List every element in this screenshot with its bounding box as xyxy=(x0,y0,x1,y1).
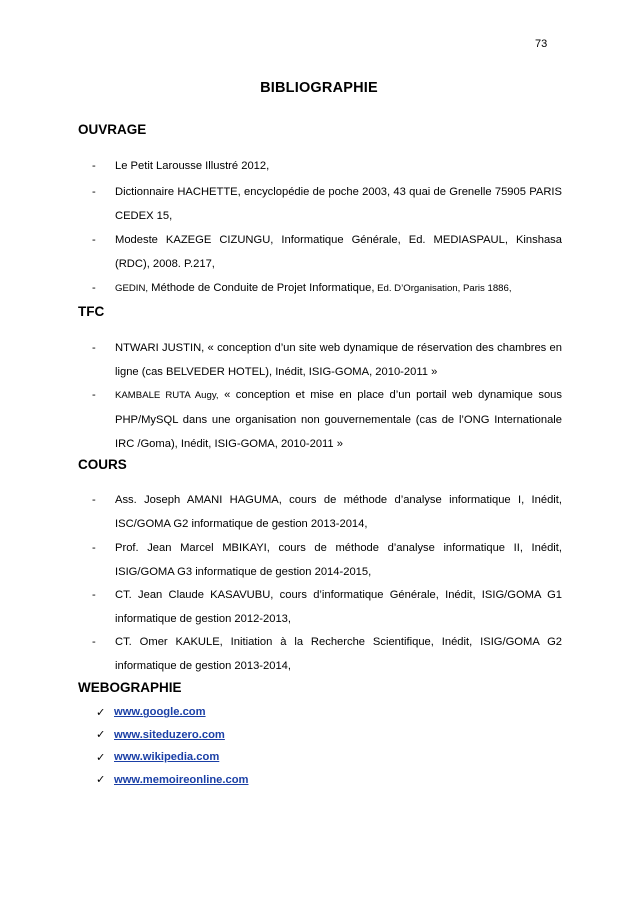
section-heading-tfc: TFC xyxy=(78,304,105,319)
list-dash: - xyxy=(92,342,96,354)
list-item xyxy=(92,488,562,536)
weblink-google[interactable]: www.google.com xyxy=(114,706,206,719)
section-heading-cours: COURS xyxy=(78,457,127,472)
author-text: GEDIN, xyxy=(115,283,149,294)
weblink-list xyxy=(96,701,249,791)
list-item xyxy=(92,583,562,631)
weblink-memoireonline[interactable]: www.memoireonline.com xyxy=(114,773,249,786)
list-item-text xyxy=(115,276,562,301)
list-dash: - xyxy=(92,160,96,172)
weblink-wikipedia[interactable]: www.wikipedia.com xyxy=(114,751,220,764)
checkmark-icon: ✓ xyxy=(96,729,106,742)
list-item-text: NTWARI JUSTIN, « conception d’un site web dynamique de réservation des chambres en ligne (cas BELVEDER HOTEL), Inédit, ISIG-GOMA, 2010-2011 » xyxy=(115,342,562,378)
list-item-text: Prof. Jean Marcel MBIKAYI, cours de méthode d’analyse informatique II, Inédit, ISIG/GOMA G3 informatique de gestion 2014-2015, xyxy=(115,542,562,578)
list-item-text: Le Petit Larousse Illustré 2012, xyxy=(115,160,270,172)
list-item xyxy=(92,276,562,301)
weblink-item xyxy=(96,724,249,747)
list-item xyxy=(92,383,562,456)
weblink-siteduzero[interactable]: www.siteduzero.com xyxy=(114,728,225,741)
list-dash: - xyxy=(92,389,96,401)
section-heading-ouvrage: OUVRAGE xyxy=(78,122,147,137)
list-item-text: CT. Jean Claude KASAVUBU, cours d’informatique Générale, Inédit, ISIG/GOMA G1 informatique de gestion 2012-2013, xyxy=(115,589,562,625)
author-text: KAMBALE RUTA Augy, xyxy=(115,390,219,401)
page-number: 73 xyxy=(535,38,548,50)
weblink-item xyxy=(96,746,249,769)
checkmark-icon: ✓ xyxy=(96,706,106,719)
list-item-text: Modeste KAZEGE CIZUNGU, Informatique Générale, Ed. MEDIASPAUL, Kinshasa (RDC), 2008. P.217, xyxy=(115,234,562,270)
page-title: BIBLIOGRAPHIE xyxy=(260,80,378,96)
list-item-text xyxy=(115,383,562,456)
weblink-item xyxy=(96,701,249,724)
list-item xyxy=(92,630,562,678)
list-item-text: Dictionnaire HACHETTE, encyclopédie de poche 2003, 43 quai de Grenelle 75905 PARIS CEDEX 15, xyxy=(115,186,562,222)
list-item xyxy=(92,228,562,276)
list-dash: - xyxy=(92,234,96,246)
list-dash: - xyxy=(92,282,96,294)
list-dash: - xyxy=(92,589,96,601)
list-item-text: CT. Omer KAKULE, Initiation à la Recherche Scientifique, Inédit, ISIG/GOMA G2 informatique de gestion 2013-2014, xyxy=(115,636,562,672)
list-dash: - xyxy=(92,542,96,554)
list-item xyxy=(92,180,562,228)
list-dash: - xyxy=(92,636,96,648)
checkmark-icon: ✓ xyxy=(96,774,106,787)
list-item xyxy=(92,154,562,178)
list-item xyxy=(92,536,562,584)
work-title: Méthode de Conduite de Projet Informatique, xyxy=(148,282,375,294)
list-item-text: Ass. Joseph AMANI HAGUMA, cours de méthode d’analyse informatique I, Inédit, ISC/GOMA G2 informatique de gestion 2013-2014, xyxy=(115,494,562,530)
list-dash: - xyxy=(92,494,96,506)
section-heading-webographie: WEBOGRAPHIE xyxy=(78,680,182,695)
work-title: « conception et mise en place d’un portail web dynamique sous PHP/MySQL dans une organisation non gouvernementale (cas de l’ONG Internationale IRC /Goma), Inédit, ISIG-GOMA, 2010-2011 » xyxy=(115,389,562,450)
checkmark-icon: ✓ xyxy=(96,751,106,764)
publisher-text: Ed. D’Organisation, Paris 1886, xyxy=(374,283,512,294)
list-item xyxy=(92,336,562,384)
weblink-item xyxy=(96,769,249,792)
list-dash: - xyxy=(92,186,96,198)
